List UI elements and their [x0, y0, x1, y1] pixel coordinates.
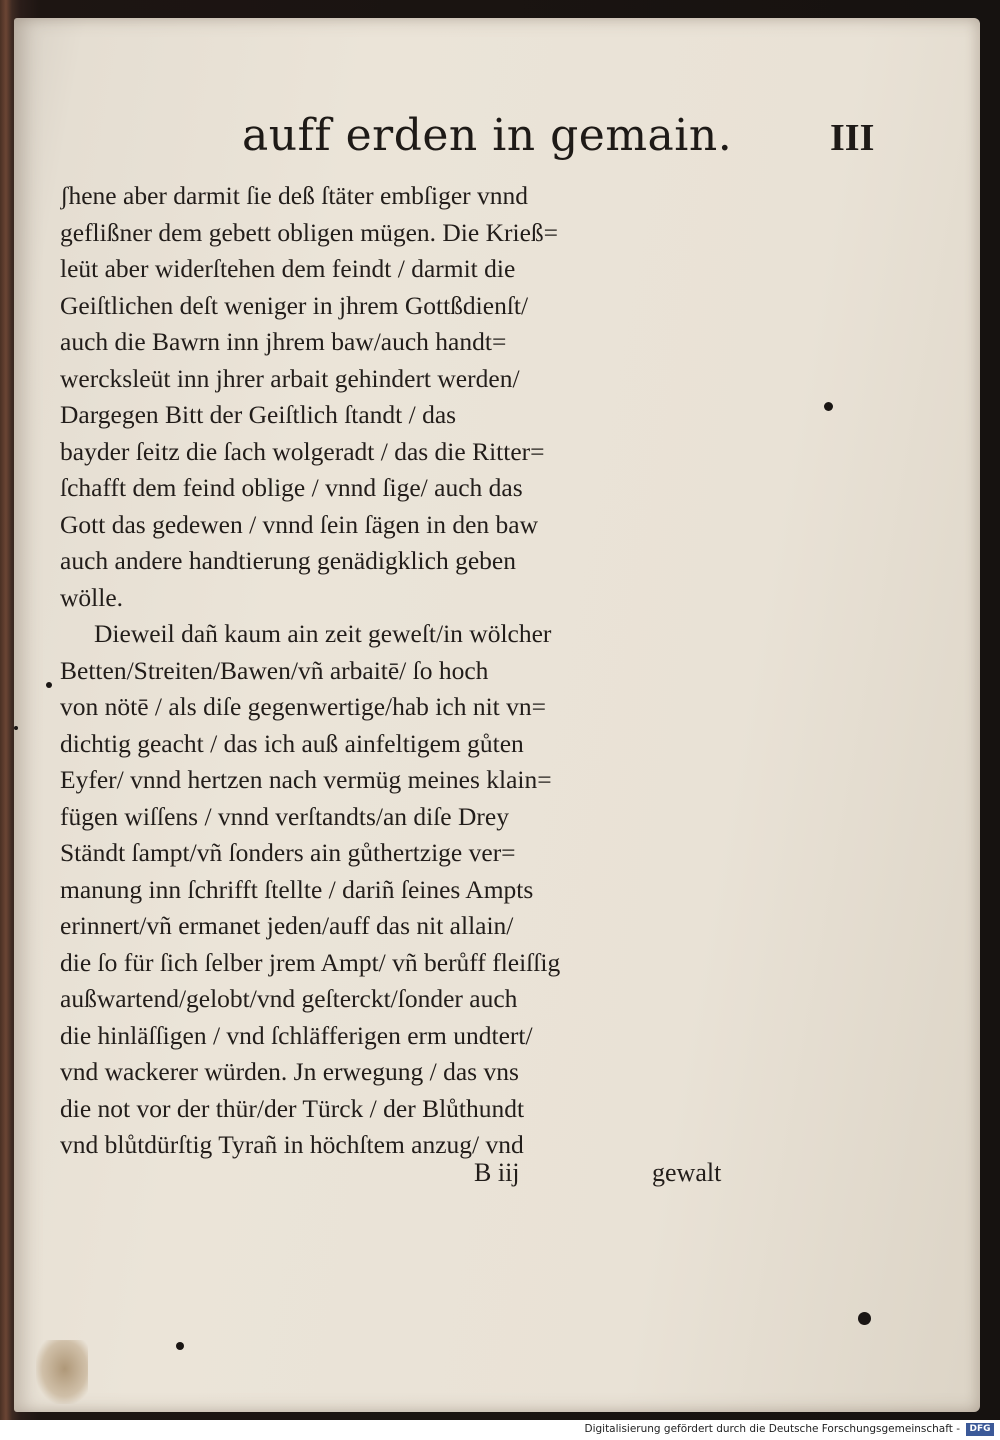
funding-notice: Digitalisierung gefördert durch die Deutsche Forschungsgemeinschaft -: [584, 1423, 960, 1435]
text-line: Dieweil dañ kaum ain zeit geweſt/in wölcher: [94, 619, 552, 648]
page-foot-marks: [60, 1158, 780, 1198]
text-line: von nötē / als diſe gegenwertige/hab ich nit vn=: [60, 692, 547, 721]
text-line: erinnert/vñ ermanet jeden/auff das nit allain/: [60, 911, 514, 940]
text-line: die ſo für ſich ſelber jrem Ampt/ vñ berůff fleiſſig: [60, 947, 561, 977]
text-line: geflißner dem gebett obligen mügen. Die Krieß=: [60, 217, 559, 247]
text-line: Gott das gedewen / vnnd ſein ſägen in den baw: [60, 509, 539, 539]
text-line: bayder ſeitz die ſach wolgeradt / das die Ritter=: [60, 436, 545, 466]
text-line: vnd blůtdürſtig Tyrañ in höchſtem anzug/ vnd: [60, 1130, 524, 1159]
book-page: [14, 18, 980, 1412]
text-line: wercksleüt inn jhrer arbait gehindert werden/: [60, 363, 520, 393]
text-line: vnd wackerer würden. Jn erwegung / das vns: [60, 1057, 519, 1086]
text-line: Geiſtlichen deſt weniger in jhrem Gottßdienſt/: [60, 290, 529, 320]
running-title: auff erden in gemain.: [242, 110, 733, 161]
paper-stain: [36, 1340, 88, 1404]
text-line: ſchafft dem feind oblige / vnnd ſige/ auch das: [60, 473, 523, 502]
text-line: leüt aber widerſtehen dem feindt / darmit die: [60, 254, 516, 283]
body-text: [60, 178, 780, 1164]
signature-mark: B iij: [474, 1158, 520, 1187]
text-line: wölle.: [60, 582, 124, 612]
text-line: Betten/Streiten/Bawen/vñ arbaitē/ ſo hoch: [60, 655, 489, 685]
text-line: fügen wiſſens / vnnd verſtandts/an diſe Drey: [60, 801, 509, 831]
text-line: manung inn ſchrifft ſtellte / dariñ ſeines Ampts: [60, 874, 534, 904]
text-line: Eyfer/ vnnd hertzen nach vermüg meines klain=: [60, 765, 552, 794]
text-line: Ständt ſampt/vñ ſonders ain gůthertzige ver=: [60, 838, 516, 867]
ink-speck: [46, 682, 52, 688]
footer-bar: [0, 1420, 1000, 1440]
text-line: dichtig geacht / das ich auß ainfeltigem gůten: [60, 728, 524, 758]
text-line: außwartend/gelobt/vnd geſterckt/ſonder auch: [60, 984, 518, 1013]
page-header: [14, 110, 980, 170]
text-line: Dargegen Bitt der Geiſtlich ſtandt / das: [60, 400, 457, 429]
ink-speck: [824, 402, 833, 411]
ink-speck: [14, 726, 18, 730]
dfg-logo: DFG: [966, 1423, 994, 1436]
text-line: auch die Bawrn inn jhrem baw/auch handt=: [60, 327, 507, 356]
folio-number: III: [830, 117, 875, 159]
ink-speck: [176, 1342, 184, 1350]
catchword: gewalt: [652, 1158, 722, 1187]
ink-speck: [858, 1312, 871, 1325]
text-line: auch andere handtierung genädigklich geben: [60, 546, 516, 575]
text-line: ʃhene aber darmit ſie deß ſtäter embſiger vnnd: [60, 181, 529, 210]
text-line: die not vor der thür/der Türck / der Blůthundt: [60, 1093, 525, 1123]
text-line: die hinläſſigen / vnd ſchläfferigen erm undtert/: [60, 1020, 533, 1050]
